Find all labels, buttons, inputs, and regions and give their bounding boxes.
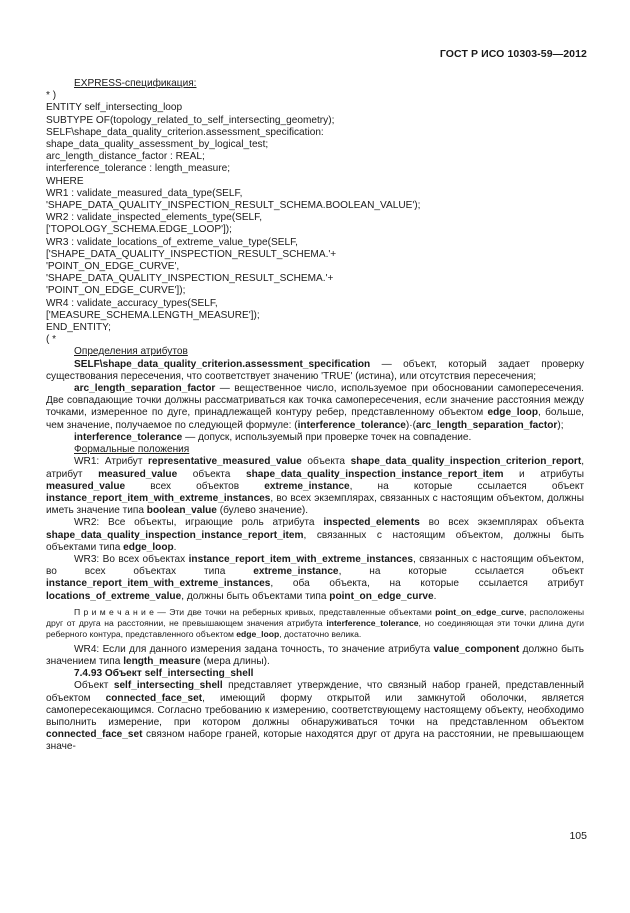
- document-body: [46, 78, 584, 754]
- code-line: 'SHAPE_DATA_QUALITY_INSPECTION_RESULT_SCHEMA.'+: [46, 273, 334, 285]
- section-paragraph: Объект self_intersecting_shell представляет утверждение, что связный набор граней, представленный объектом connected_face_set, имеющий форму открытой или замкнутой оболочки, является самопересекающимся. Согласно требованию к измерению, соответствующему настоящему объекту, необходимо выполнить измерение, при котором должны обнаруживаться точки на представленном объектом connected_face_set связном наборе граней, которые находятся друг от друга на расстоянии, не превышающем значе-: [46, 680, 584, 753]
- code-line: ( *: [46, 334, 57, 346]
- note-paragraph: П р и м е ч а н и е — Эти две точки на реберных кривых, представленные объектами point_on_edge_curve, расположены друг от друга на расстоянии, не превышающем значения атрибута interference_tolerance, но соединяющая эти точки длина дуги реберного контура, представленного объектом edge_loop, достаточно велика.: [46, 606, 585, 639]
- page-number: 105: [569, 830, 587, 842]
- code-line: SELF\shape_data_quality_criterion.assessment_specification:: [46, 126, 324, 138]
- code-line: WR1 : validate_measured_data_type(SELF,: [46, 187, 243, 199]
- rule-wr2: WR2: Все объекты, играющие роль атрибута inspected_elements во всех экземплярах объекта shape_data_quality_inspection_instance_report_item, связанных с настоящим объектом, должны быть объектами типа edge_loop.: [46, 517, 584, 553]
- rule-wr3: WR3: Во всех объектах instance_report_item_with_extreme_instances, связанных с настоящим объектом, во всех объектах типа extreme_instance, на которые ссылается объект instance_report_item_with_extreme_instances, оба объекта, на которые ссылается атрибут locations_of_extreme_value, должны быть объектами типа point_on_edge_curve.: [46, 553, 585, 602]
- code-line: WR4 : validate_accuracy_types(SELF,: [46, 297, 218, 309]
- section-title: 7.4.93 Объект self_intersecting_shell: [74, 668, 254, 680]
- attribute-definition: SELF\shape_data_quality_criterion.assessment_specification — объект, который задает проверку существования пересечения, что соответствует значению 'TRUE' (истина), или отсутствия пересечения;: [46, 358, 584, 382]
- rule-wr1: WR1: Атрибут representative_measured_value объекта shape_data_quality_inspection_criterion_report, атрибут measured_value объекта shape_data_quality_inspection_instance_report_item и атрибуты measured_value всех объектов extreme_instance, на которые ссылается объект instance_report_item_with_extreme_instances, во всех экземплярах, связанных с настоящим объектом, должны иметь значение типа boolean_value (булево значение).: [46, 456, 584, 517]
- code-line: * ): [46, 90, 57, 102]
- code-line: WR2 : validate_inspected_elements_type(SELF,: [46, 212, 263, 224]
- rule-wr4: WR4: Если для данного измерения задана точность, то значение атрибута value_component должно быть значением типа length_measure (мера длины).: [46, 643, 584, 667]
- code-line: ['SHAPE_DATA_QUALITY_INSPECTION_RESULT_SCHEMA.'+: [46, 248, 337, 260]
- attribute-name: SELF\shape_data_quality_criterion.assessment_specification: [74, 358, 371, 370]
- formal-rules-heading: Формальные положения: [74, 444, 190, 456]
- express-heading: EXPRESS-спецификация:: [74, 78, 197, 89]
- attribute-definition: interference_tolerance — допуск, используемый при проверке точек на совпадение.: [74, 431, 472, 443]
- attribute-name: arc_length_separation_factor: [74, 383, 216, 395]
- code-line: arc_length_distance_factor : REAL;: [46, 151, 205, 163]
- code-line: 'POINT_ON_EDGE_CURVE',: [46, 261, 180, 273]
- attributes-heading: Определения атрибутов: [74, 346, 188, 358]
- code-line: ['MEASURE_SCHEMA.LENGTH_MEASURE']);: [46, 309, 260, 321]
- code-line: END_ENTITY;: [46, 322, 111, 334]
- code-line: 'POINT_ON_EDGE_CURVE']);: [46, 285, 186, 297]
- code-line: shape_data_quality_assessment_by_logical_test;: [46, 139, 269, 151]
- code-line: SUBTYPE OF(topology_related_to_self_intersecting_geometry);: [46, 114, 335, 126]
- code-line: ['TOPOLOGY_SCHEMA.EDGE_LOOP']);: [46, 224, 232, 236]
- code-line: ENTITY self_intersecting_loop: [46, 102, 183, 114]
- attribute-definition: arc_length_separation_factor — вещественное число, используемое при обосновании самопересечения. Две совпадающие точки должны рассматриваться как точка самопересечения, если значение расстояния между точками, измеренное по дуге, принадлежащей контуру ребер, представленному объектом edge_loop, больше, чем значение, получаемое по следующей формуле: (interference_tolerance)·(arc_length_separation_factor);: [46, 383, 584, 431]
- attribute-name: interference_tolerance: [74, 431, 183, 443]
- code-line: WHERE: [46, 175, 84, 187]
- code-line: interference_tolerance : length_measure;: [46, 163, 231, 175]
- code-line: WR3 : validate_locations_of_extreme_value_type(SELF,: [46, 236, 298, 248]
- express-code-block: [46, 90, 584, 346]
- standard-header: ГОСТ Р ИСО 10303-59—2012: [439, 48, 587, 60]
- code-line: 'SHAPE_DATA_QUALITY_INSPECTION_RESULT_SCHEMA.BOOLEAN_VALUE');: [46, 200, 421, 212]
